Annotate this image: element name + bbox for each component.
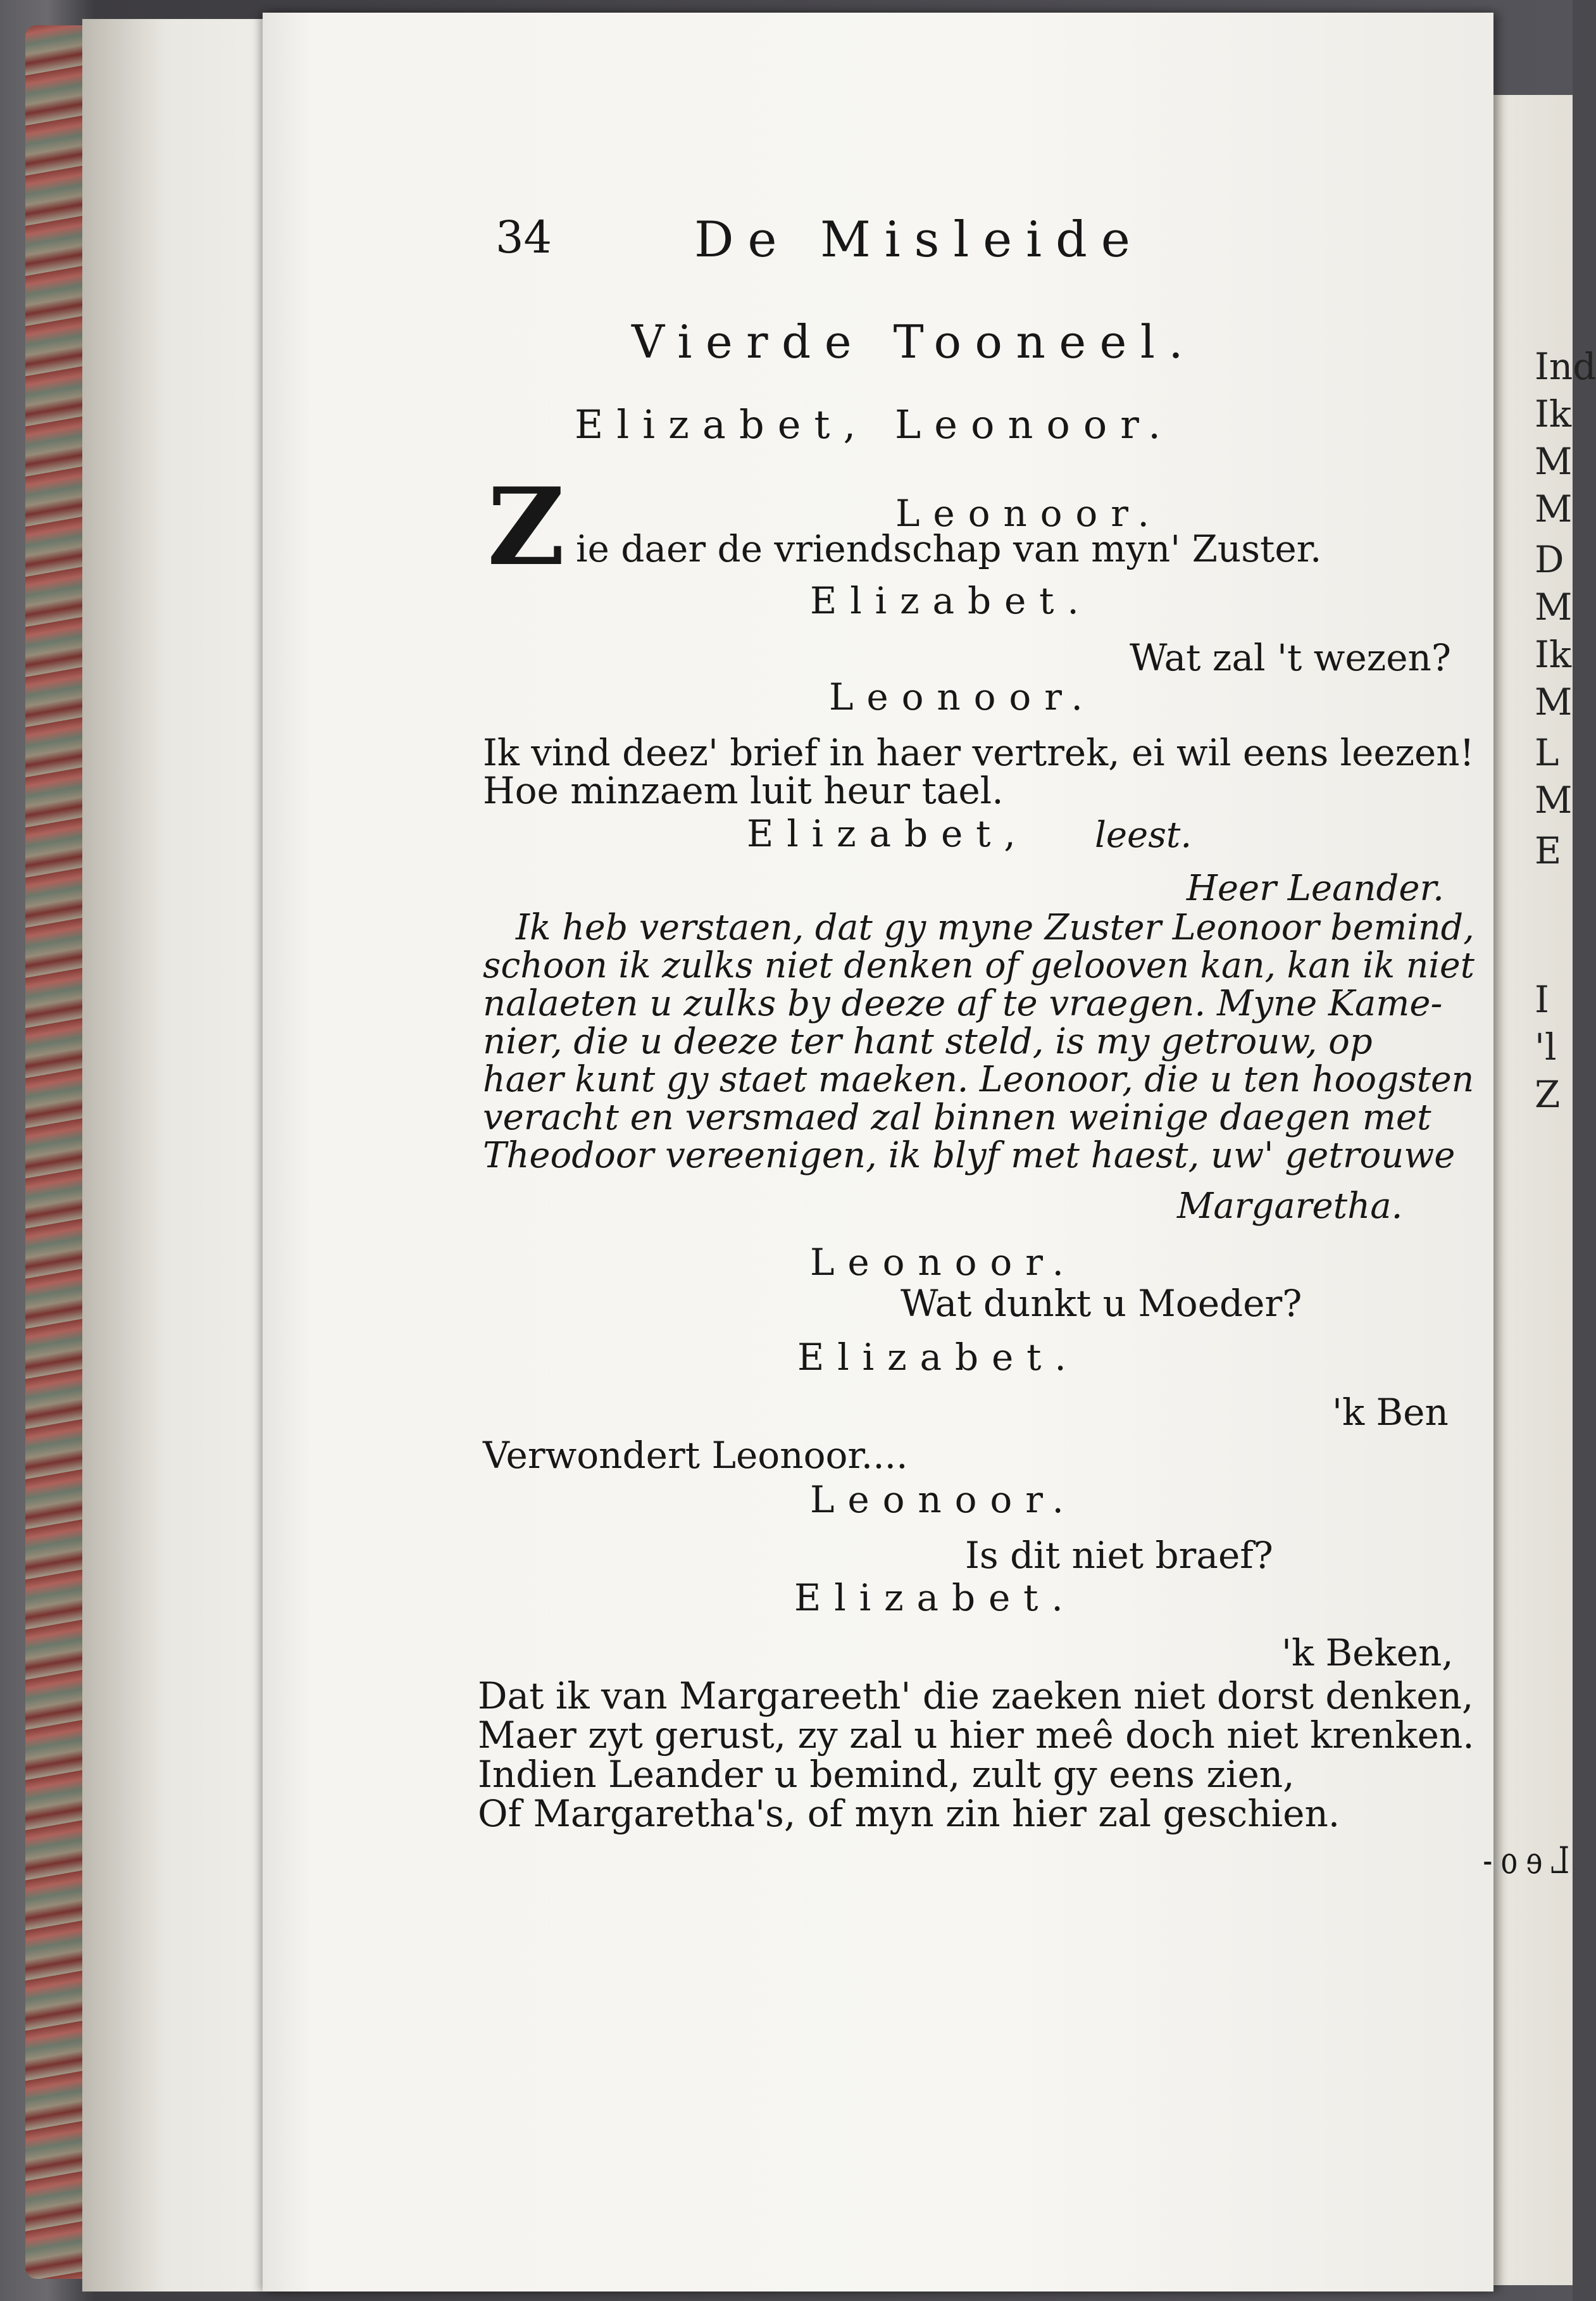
letter-line: schoon ik zulks niet denken of gelooven kan, kan ik niet (483, 945, 1474, 986)
speaker-name: Leonoor. (829, 675, 1096, 718)
running-head: De Misleide (694, 211, 1144, 268)
letter-salutation: Heer Leander. (1187, 868, 1444, 909)
speaker-name: Leonoor. (810, 1241, 1077, 1284)
facing-fragment: M (1535, 779, 1573, 822)
verse-line: Of Margaretha's, of myn zin hier zal geschien. (478, 1792, 1340, 1835)
verse-line: Wat dunkt u Moeder? (901, 1282, 1302, 1325)
facing-fragment: D (1535, 538, 1564, 581)
letter-signature: Margaretha. (1177, 1186, 1403, 1227)
verse-line: Hoe minzaem luit heur tael. (483, 769, 1004, 812)
speaker-name: Elizabet. (794, 1576, 1076, 1619)
facing-fragment: Ik (1535, 392, 1572, 436)
facing-fragment: 'l (1535, 1025, 1557, 1069)
drop-cap: Z (487, 464, 565, 589)
speaker-name: Leonoor. (895, 492, 1163, 535)
facing-fragment: M (1535, 680, 1573, 724)
book-page (263, 13, 1569, 2292)
speaker-name: Elizabet. (797, 1336, 1080, 1379)
page-number: 34 (496, 211, 552, 263)
facing-fragment: I (1535, 978, 1549, 1021)
letter-line: veracht en versmaed zal binnen weinige daegen met (483, 1097, 1431, 1138)
facing-fragment: E (1535, 829, 1562, 872)
facing-fragment: L (1535, 731, 1559, 774)
facing-fragment: M (1535, 586, 1573, 629)
letter-line: nier, die u deeze ter hant steld, is my getrouw, op (483, 1021, 1373, 1062)
speaker-name: Elizabet, (747, 812, 1029, 855)
verse-line: Verwondert Leonoor.... (483, 1434, 908, 1477)
speaker-name: Leonoor. (810, 1478, 1077, 1521)
facing-fragment: M (1535, 440, 1573, 483)
scene-characters: Elizabet, Leonoor. (575, 401, 1175, 448)
letter-line: nalaeten u zulks by deeze af te vraegen. Myne Kame- (483, 983, 1443, 1024)
facing-fragment: Z (1535, 1073, 1561, 1116)
verse-line: Dat ik van Margareeth' die zaeken niet dorst denken, (478, 1674, 1474, 1717)
verse-line: 'k Ben (1332, 1391, 1449, 1434)
letter-line: haer kunt gy staet maeken. Leonoor, die u ten hoogsten (483, 1059, 1474, 1100)
underlying-page-edge (82, 19, 291, 2292)
letter-line: Theodoor vereenigen, ik blyf met haest, uw' getrouwe (483, 1135, 1456, 1176)
letter-line: Ik heb verstaen, dat gy myne Zuster Leonoor bemind, (516, 907, 1474, 948)
verse-line: Ik vind deez' brief in haer vertrek, ei wil eens leezen! (483, 731, 1474, 774)
verse-line: Maer zyt gerust, zy zal u hier meê doch niet krenken. (478, 1714, 1474, 1757)
verse-line: ie daer de vriendschap van myn' Zuster. (576, 527, 1322, 570)
stage-direction: leest. (1095, 815, 1192, 856)
speaker-name: Elizabet. (810, 579, 1092, 622)
facing-fragment: Ind (1535, 345, 1596, 388)
facing-fragment: M (1535, 487, 1573, 530)
facing-fragment: Ik (1535, 633, 1572, 676)
verse-line: Wat zal 't wezen? (1130, 636, 1452, 679)
verse-line: Is dit niet braef? (965, 1534, 1273, 1577)
scene-title: Vierde Tooneel. (632, 315, 1197, 368)
catchword: Leo- (1474, 1839, 1569, 1882)
verse-line: Indien Leander u bemind, zult gy eens zien, (478, 1753, 1295, 1796)
verse-line: 'k Beken, (1281, 1631, 1454, 1674)
